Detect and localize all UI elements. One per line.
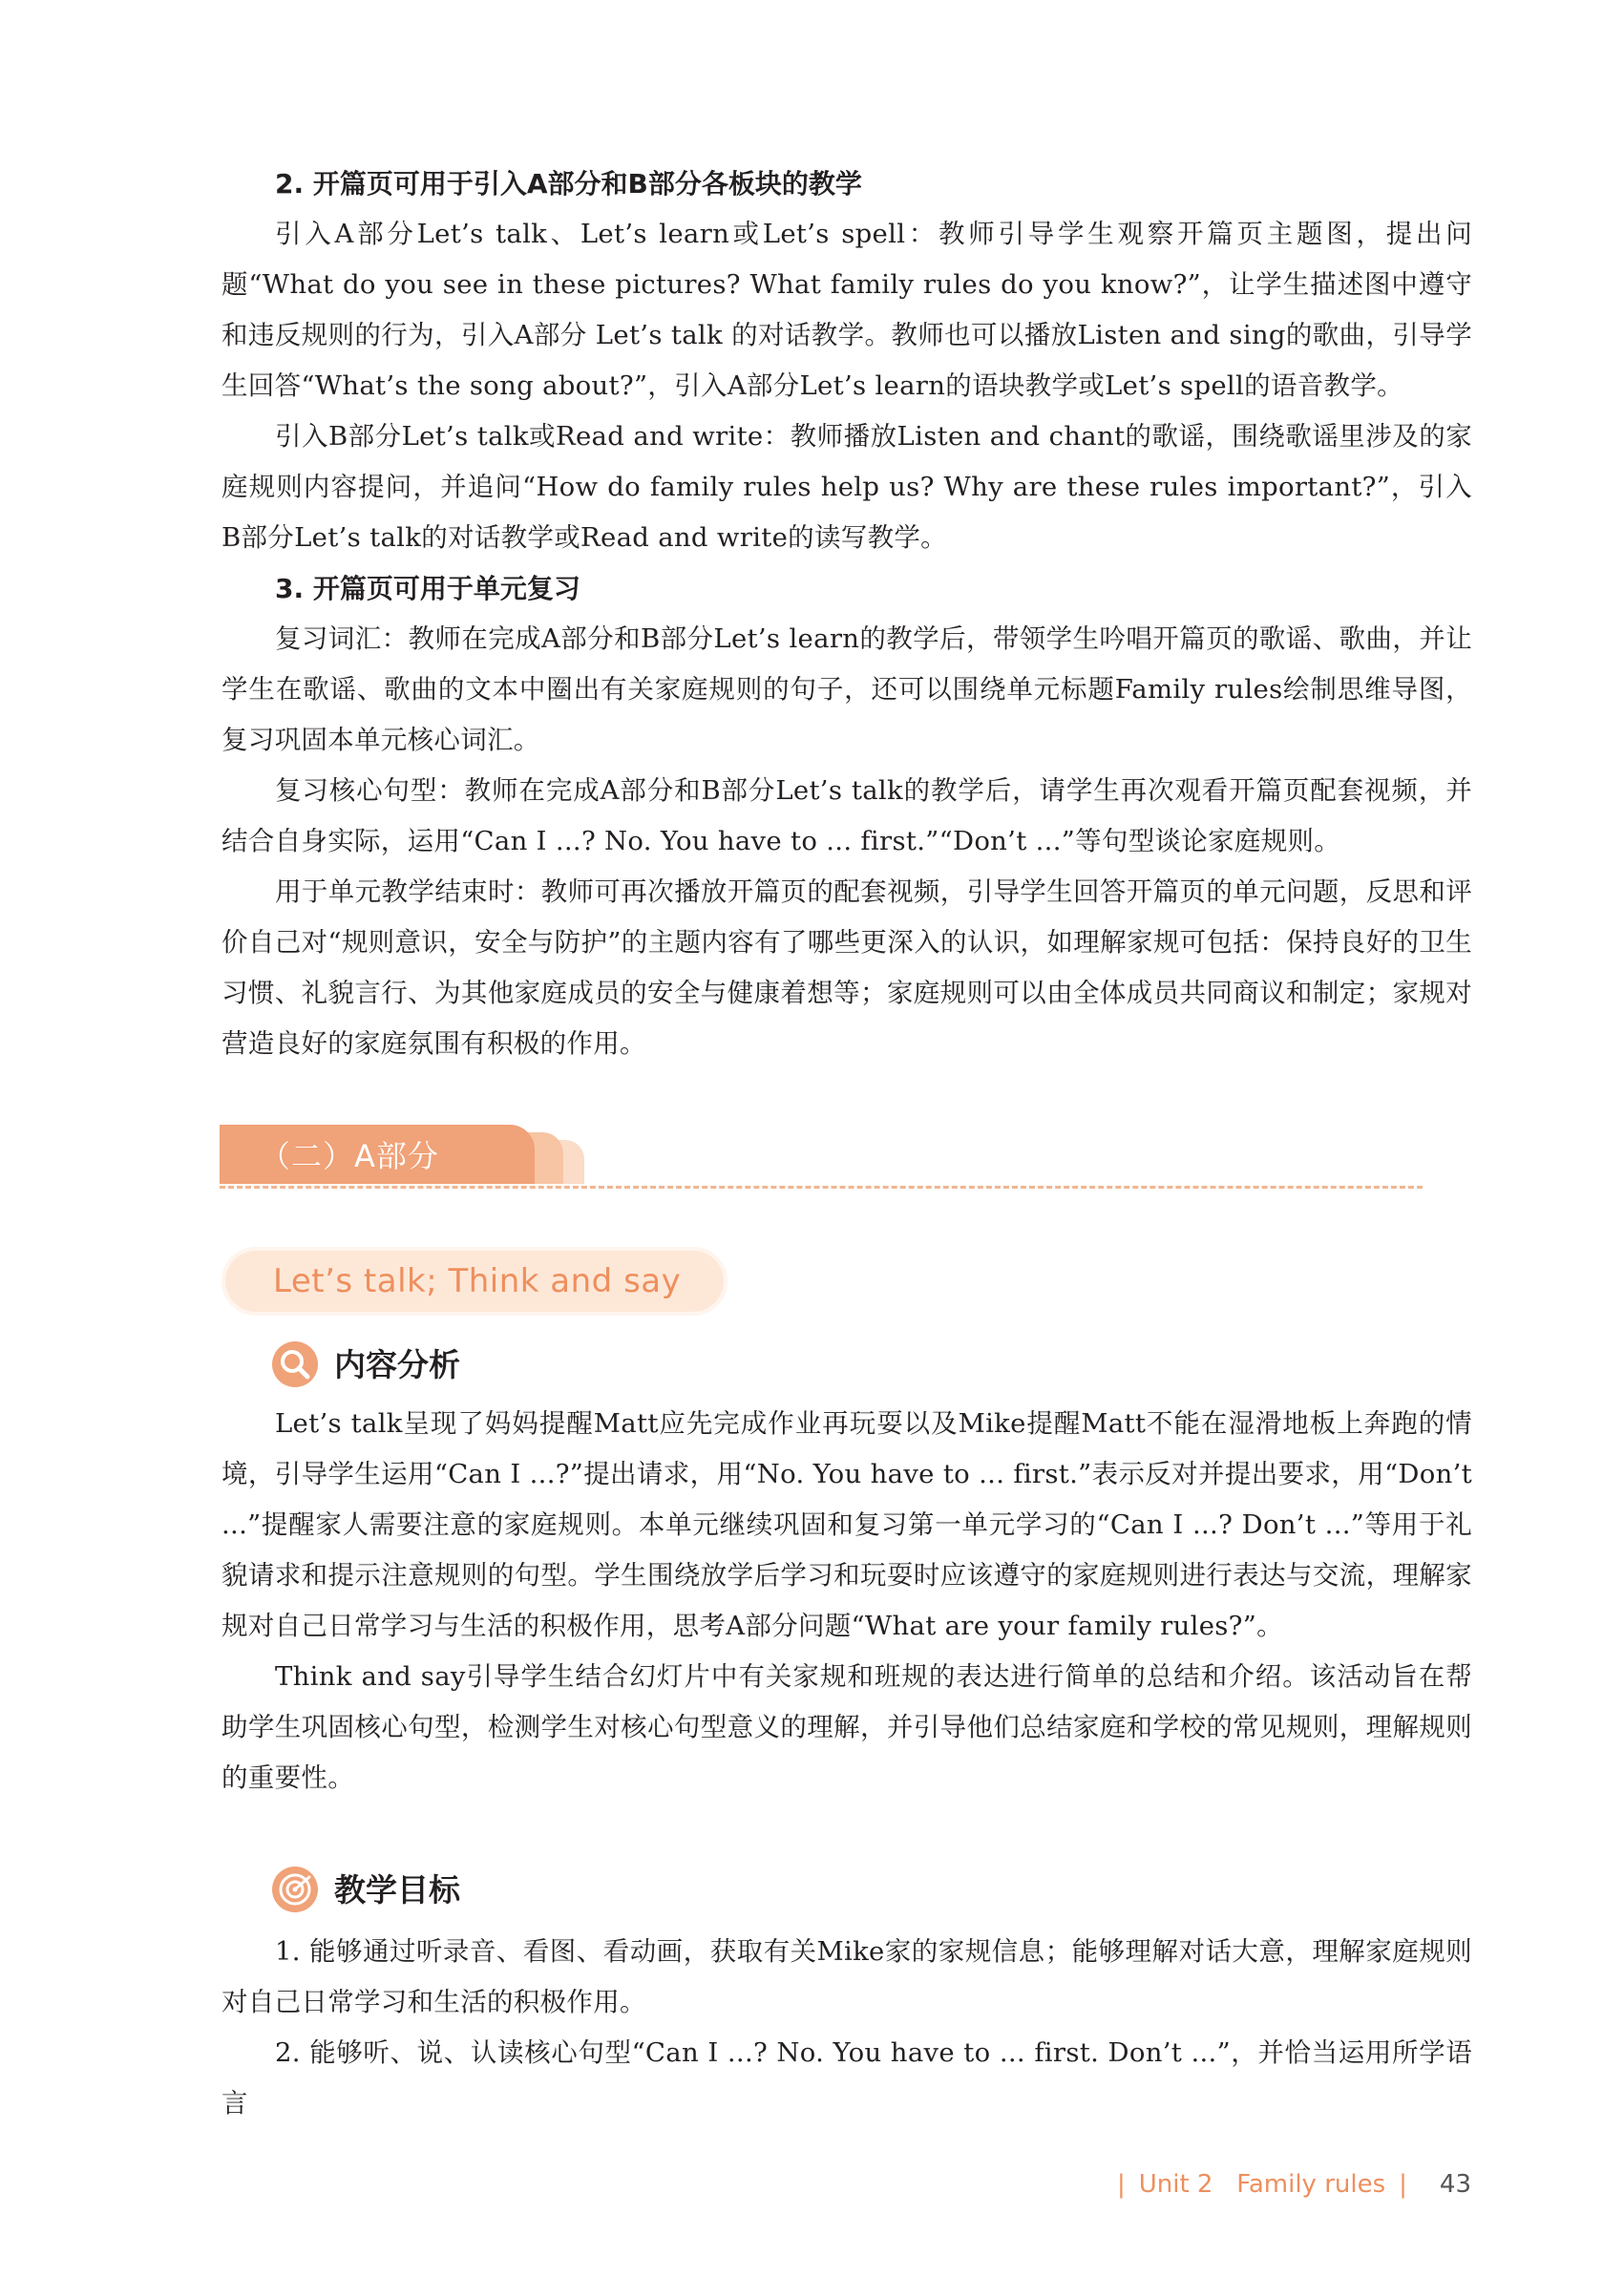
page-number: 43	[1439, 2170, 1471, 2199]
analysis-paragraph-2: Think and say引导学生结合幻灯片中有关家规和班规的表达进行简单的总结和介绍。该活动旨在帮助学生巩固核心句型，检测学生对核心句型意义的理解，并引导他们总结家庭和学校的常见规则，理解规则的重要性。	[221, 1661, 1472, 1793]
analysis-section	[221, 1399, 1472, 1803]
page-footer	[1104, 2165, 1471, 2204]
analysis-paragraph-1: Let’s talk呈现了妈妈提醒Matt应先完成作业再玩耍以及Mike提醒Matt不能在湿滑地板上奔跑的情境，引导学生运用“Can I ...?”提出请求，用“No. You have to ... first.”表示反对并提出要求，用“Don’t ...”提醒家人需要注意的家庭规则。本单元继续巩固和复习第一单元学习的“Can I ...? Don’t ...”等用于礼貌请求和提示注意规则的句型。学生围绕放学后学习和玩耍时应该遵守的家庭规则进行表达与交流，理解家规对自己日常学习与生活的积极作用，思考A部分问题“What are your family rules?”。	[221, 1408, 1472, 1641]
banner-dashed-rule	[220, 1186, 1423, 1189]
objectives-section	[221, 1927, 1472, 2129]
activity-pill	[221, 1247, 728, 1316]
intro-paragraph-1: 引入A部分Let’s talk、Let’s learn或Let’s spell：教师引导学生观察开篇页主题图，提出问题“What do you see in these pictures? What family rules do you know?”，让学生描述图中遵守和违反规则的行为，引入A部分 Let’s talk 的对话教学。教师也可以播放Listen and sing的歌曲，引导学生回答“What’s the song about?”，引入A部分Let’s learn的语块教学或Let’s spell的语音教学。	[221, 219, 1472, 401]
footer-title: Family rules	[1236, 2170, 1386, 2199]
intro-paragraph-4: 复习核心句型：教师在完成A部分和B部分Let’s talk的教学后，请学生再次观看开篇页配套视频，并结合自身实际，运用“Can I ...? No. You have to ... first.”“Don’t ...”等句型谈论家庭规则。	[221, 775, 1472, 856]
intro-paragraph-2: 引入B部分Let’s talk或Read and write：教师播放Listen and chant的歌谣，围绕歌谣里涉及的家庭规则内容提问，并追问“How do family rules help us? Why are these rules important?”，引入B部分Let’s talk的对话教学或Read and write的读写教学。	[221, 421, 1472, 553]
intro-paragraph-3: 复习词汇：教师在完成A部分和B部分Let’s learn的教学后，带领学生吟唱开篇页的歌谣、歌曲，并让学生在歌谣、歌曲的文本中圈出有关家庭规则的句子，还可以围绕单元标题Family rules绘制思维导图，复习巩固本单元核心词汇。	[221, 623, 1472, 755]
target-icon	[271, 1866, 319, 1913]
activity-pill-label: Let’s talk; Think and say	[273, 1262, 682, 1300]
magnifier-icon	[271, 1340, 319, 1388]
analysis-title: 内容分析	[334, 1346, 460, 1383]
intro-heading-3: 3. 开篇页可用于单元复习	[275, 573, 580, 604]
intro-paragraph-5: 用于单元教学结束时：教师可再次播放开篇页的配套视频，引导学生回答开篇页的单元问题，反思和评价自己对“规则意识，安全与防护”的主题内容有了哪些更深入的认识，如理解家规可包括：保持良好的卫生习惯、礼貌言行、为其他家庭成员的安全与健康着想等；家庭规则可以由全体成员共同商议和制定；家规对营造良好的家庭氛围有积极的作用。	[221, 876, 1472, 1059]
intro-section	[221, 158, 1472, 1069]
objective-item-2: 2. 能够听、说、认读核心句型“Can I ...? No. You have to ... first. Don’t ...”，并恰当运用所学语言	[221, 2037, 1472, 2119]
footer-unit: Unit 2	[1138, 2170, 1213, 2199]
objectives-title: 教学目标	[334, 1871, 460, 1909]
banner-label: （二）A部分	[260, 1138, 439, 1174]
objective-item-1: 1. 能够通过听录音、看图、看动画，获取有关Mike家的家规信息；能够理解对话大意，理解家庭规则对自己日常学习和生活的积极作用。	[221, 1936, 1472, 2017]
footer-separator-right: |	[1399, 2170, 1407, 2199]
intro-heading-2: 2. 开篇页可用于引入A部分和B部分各板块的教学	[275, 168, 862, 200]
footer-separator-left: |	[1116, 2170, 1126, 2199]
section-banner	[220, 1125, 1423, 1192]
